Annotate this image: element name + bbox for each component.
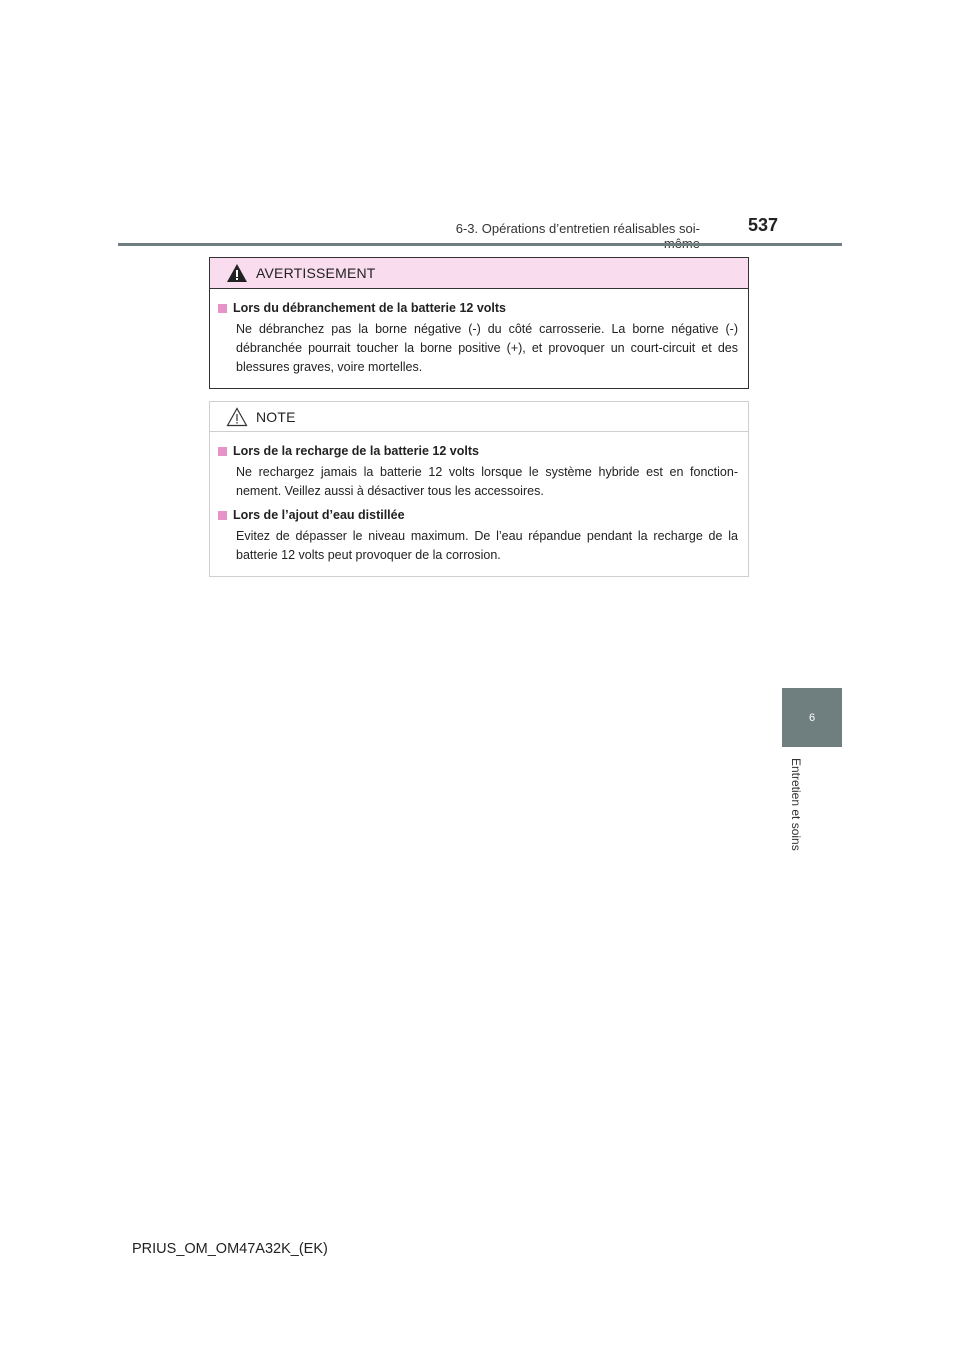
chapter-title: Entretien et soins	[789, 758, 803, 851]
warning-item-heading-text: Lors du débranchement de la batterie 12 volts	[233, 301, 506, 315]
note-body	[210, 432, 748, 565]
note-header	[210, 402, 748, 432]
page-number: 537	[747, 215, 778, 235]
note-item-heading-text: Lors de la recharge de la batterie 12 volts	[233, 444, 479, 458]
note-item-heading	[218, 506, 738, 524]
warning-body	[210, 289, 748, 377]
square-bullet-icon	[218, 447, 227, 456]
warning-header	[210, 258, 748, 289]
warning-item-text: Ne débranchez pas la borne négative (-) du côté carrosserie. La borne négative (-) débranchée pourrait toucher la borne positive (+), et provoquer un court-circuit et des blessures graves, voire mortelles.	[236, 322, 738, 374]
note-item-text: Evitez de dépasser le niveau maximum. De l’eau répandue pendant la recharge de la batterie 12 volts peut provoquer de la corrosion.	[236, 529, 738, 562]
caution-icon	[226, 407, 248, 427]
chapter-number: 6	[808, 711, 816, 724]
note-item-text: Ne rechargez jamais la batterie 12 volts lorsque le système hybride est en fonction-nement. Veillez aussi à désactiver tous les accessoires.	[236, 465, 738, 498]
chapter-tab	[782, 688, 842, 747]
warning-icon	[226, 263, 248, 283]
note-item-heading-text: Lors de l’ajout d’eau distillée	[233, 508, 405, 522]
section-header: 6-3. Opérations d’entretien réalisables soi-	[455, 221, 700, 236]
document-code: PRIUS_OM_OM47A32K_(EK)	[132, 1241, 328, 1257]
square-bullet-icon	[218, 304, 227, 313]
header-rule	[118, 243, 842, 246]
warning-box	[209, 257, 749, 389]
warning-item-heading	[218, 299, 738, 317]
warning-title: AVERTISSEMENT	[256, 265, 376, 281]
note-box	[209, 401, 749, 577]
square-bullet-icon	[218, 511, 227, 520]
note-item-heading	[218, 442, 738, 460]
note-title: NOTE	[256, 408, 296, 425]
